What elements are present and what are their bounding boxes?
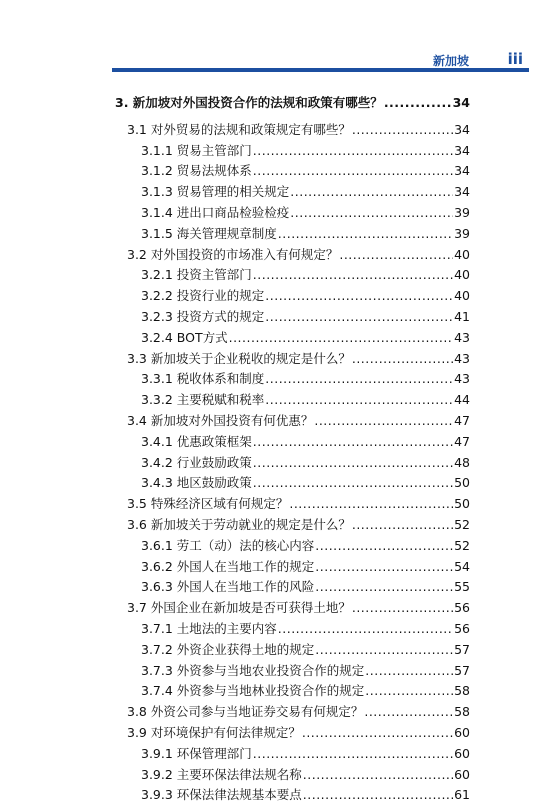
toc-leader-dots (303, 765, 453, 786)
toc-entry[interactable] (112, 141, 470, 162)
toc-leader-dots (315, 557, 453, 578)
toc-leader-dots (253, 744, 453, 765)
toc-entry[interactable] (112, 390, 470, 411)
toc-entry[interactable] (112, 619, 470, 640)
toc-leader-dots (265, 390, 453, 411)
toc-entry-title: 3.9.2 主要环保法律法规名称 (141, 766, 302, 782)
toc-entry-page: 40 (454, 288, 470, 304)
toc-leader-dots (365, 681, 453, 702)
toc-entry-title: 3.4.2 行业鼓励政策 (141, 454, 252, 470)
toc-entry-page: 56 (454, 620, 470, 636)
toc-entry-title: 3.2.4 BOT方式 (141, 329, 228, 345)
toc-entry[interactable] (112, 203, 470, 224)
toc-entry-page: 52 (454, 516, 470, 532)
toc-entry-title: 3.9.1 环保管理部门 (141, 745, 252, 761)
toc-entry-title: 3.4.3 地区鼓励政策 (141, 475, 252, 491)
toc-entry-title: 3.4.1 优惠政策框架 (141, 433, 252, 449)
toc-entry[interactable] (112, 515, 470, 536)
toc-entry-page: 43 (454, 350, 470, 366)
toc-entry[interactable] (112, 369, 470, 390)
header-rule (112, 68, 529, 72)
toc-entry[interactable] (112, 557, 470, 578)
toc-entry[interactable] (112, 473, 470, 494)
toc-entry-page: 39 (454, 225, 470, 241)
toc-leader-dots (352, 349, 453, 370)
toc-entry[interactable] (112, 265, 470, 286)
toc-leader-dots (278, 224, 453, 245)
toc-leader-dots (352, 120, 453, 141)
toc-entry-page: 40 (454, 267, 470, 283)
toc-entry[interactable] (112, 307, 470, 328)
toc-entry-page: 55 (454, 579, 470, 595)
toc-entry[interactable] (112, 182, 470, 203)
toc-entry-page: 43 (454, 329, 470, 345)
toc-entry-page: 44 (454, 392, 470, 408)
toc-leader-dots (365, 661, 453, 682)
toc-leader-dots (314, 411, 453, 432)
toc-entry[interactable] (112, 161, 470, 182)
toc-leader-dots (289, 494, 453, 515)
toc-entry-title: 3.1 对外贸易的法规和政策规定有哪些？ (127, 121, 351, 137)
toc-entry-page: 61 (454, 787, 470, 803)
toc-entry[interactable] (112, 286, 470, 307)
toc-leader-dots (364, 702, 453, 723)
toc-leader-dots (302, 723, 453, 744)
toc-entry-page: 43 (454, 371, 470, 387)
toc-entry[interactable] (112, 245, 470, 266)
toc-entry[interactable] (112, 411, 470, 432)
toc-leader-dots (278, 619, 453, 640)
toc-entry-title: 3.2.3 投资方式的规定 (141, 308, 265, 324)
toc-entry-title: 3.9.3 环保法律法规基本要点 (141, 787, 302, 803)
toc-entry-page: 54 (454, 558, 470, 574)
toc-entry-title: 3.8 外资公司参与当地证券交易有何规定？ (127, 704, 364, 720)
toc-entry-title: 3.7.3 外资参与当地农业投资合作的规定 (141, 662, 365, 678)
toc-entry[interactable] (112, 536, 470, 557)
toc-entry[interactable] (112, 702, 470, 723)
table-of-contents (112, 93, 470, 806)
toc-entry-page: 50 (454, 496, 470, 512)
toc-entry-title: 3.5 特殊经济区域有何规定？ (127, 496, 289, 512)
toc-entry-title: 3.3 新加坡关于企业税收的规定是什么？ (127, 350, 351, 366)
toc-leader-dots (384, 93, 452, 114)
toc-entry-title: 3.7.4 外资参与当地林业投资合作的规定 (141, 683, 365, 699)
toc-entry[interactable] (112, 661, 470, 682)
toc-entry-title: 3.9 对环境保护有何法律规定？ (127, 724, 301, 740)
toc-entry-page: 47 (454, 433, 470, 449)
running-header-title: 新加坡 (432, 54, 469, 68)
toc-leader-dots (253, 473, 453, 494)
toc-entry-page: 60 (454, 745, 470, 761)
toc-leader-dots (352, 515, 453, 536)
toc-entry-title: 3.1.1 贸易主管部门 (141, 142, 252, 158)
toc-entry-page: 47 (454, 412, 470, 428)
toc-entry-page: 48 (454, 454, 470, 470)
toc-entry[interactable] (112, 723, 470, 744)
toc-entry-page: 34 (454, 121, 470, 137)
toc-entry[interactable] (112, 785, 470, 806)
toc-entry[interactable] (112, 328, 470, 349)
toc-entry-page: 39 (454, 204, 470, 220)
toc-entry[interactable] (112, 120, 470, 141)
toc-leader-dots (339, 245, 453, 266)
toc-entry-page: 34 (452, 95, 470, 110)
toc-entry-title: 3.4 新加坡对外国投资有何优惠？ (127, 412, 314, 428)
toc-leader-dots (303, 785, 453, 806)
toc-entry-title: 3.6.3 外国人在当地工作的风险 (141, 579, 315, 595)
toc-leader-dots (315, 536, 453, 557)
toc-leader-dots (265, 286, 453, 307)
toc-entry-title: 3.2 对外国投资的市场准入有何规定？ (127, 246, 339, 262)
toc-leader-dots (253, 453, 453, 474)
toc-entry[interactable] (112, 577, 470, 598)
toc-entry-title: 3.1.3 贸易管理的相关规定 (141, 184, 290, 200)
toc-entry-page: 50 (454, 475, 470, 491)
toc-entry-title: 3.7.2 外资企业获得土地的规定 (141, 641, 315, 657)
toc-leader-dots (253, 265, 453, 286)
toc-entry[interactable] (112, 640, 470, 661)
toc-entry-page: 52 (454, 537, 470, 553)
toc-entry-title: 3.2.2 投资行业的规定 (141, 288, 265, 304)
toc-entry-title: 3.2.1 投资主管部门 (141, 267, 252, 283)
page-number: iii (507, 50, 523, 68)
toc-entry[interactable] (112, 681, 470, 702)
toc-entry[interactable] (112, 432, 470, 453)
toc-leader-dots (315, 640, 453, 661)
toc-entry-title: 3.7.1 土地法的主要内容 (141, 620, 277, 636)
toc-entry-title: 3.6.2 外国人在当地工作的规定 (141, 558, 315, 574)
toc-entry-title: 3.6.1 劳工（动）法的核心内容 (141, 537, 315, 553)
toc-entry-title: 3.7 外国企业在新加坡是否可获得土地？ (127, 600, 351, 616)
toc-entry[interactable] (112, 453, 470, 474)
toc-leader-dots (253, 141, 453, 162)
toc-entry-title: 3.6 新加坡关于劳动就业的规定是什么？ (127, 516, 351, 532)
toc-leader-dots (253, 432, 453, 453)
toc-entry-page: 58 (454, 683, 470, 699)
toc-leader-dots (290, 182, 453, 203)
toc-entry[interactable] (112, 93, 470, 114)
toc-entry-page: 57 (454, 662, 470, 678)
toc-leader-dots (253, 161, 453, 182)
toc-entry-page: 34 (454, 184, 470, 200)
toc-entry-page: 56 (454, 600, 470, 616)
toc-entry-page: 34 (454, 142, 470, 158)
toc-entry-title: 3. 新加坡对外国投资合作的法规和政策有哪些？ (115, 95, 383, 110)
toc-entry-title: 3.1.2 贸易法规体系 (141, 163, 252, 179)
toc-entry[interactable] (112, 494, 470, 515)
toc-entry-title: 3.3.2 主要税赋和税率 (141, 392, 265, 408)
toc-entry-page: 60 (454, 766, 470, 782)
toc-leader-dots (265, 369, 453, 390)
toc-entry-title: 3.1.4 进出口商品检验检疫 (141, 204, 290, 220)
toc-entry[interactable] (112, 349, 470, 370)
toc-entry-page: 40 (454, 246, 470, 262)
toc-leader-dots (265, 307, 453, 328)
toc-entry-page: 34 (454, 163, 470, 179)
toc-entry[interactable] (112, 765, 470, 786)
toc-entry-title: 3.3.1 税收体系和制度 (141, 371, 265, 387)
toc-entry[interactable] (112, 744, 470, 765)
toc-entry-page: 57 (454, 641, 470, 657)
toc-entry-page: 58 (454, 704, 470, 720)
toc-leader-dots (229, 328, 453, 349)
toc-entry-title: 3.1.5 海关管理规章制度 (141, 225, 277, 241)
toc-leader-dots (352, 598, 453, 619)
toc-leader-dots (290, 203, 453, 224)
toc-entry[interactable] (112, 598, 470, 619)
toc-entry[interactable] (112, 224, 470, 245)
toc-entry-page: 41 (454, 308, 470, 324)
toc-leader-dots (315, 577, 453, 598)
toc-entry-page: 60 (454, 724, 470, 740)
